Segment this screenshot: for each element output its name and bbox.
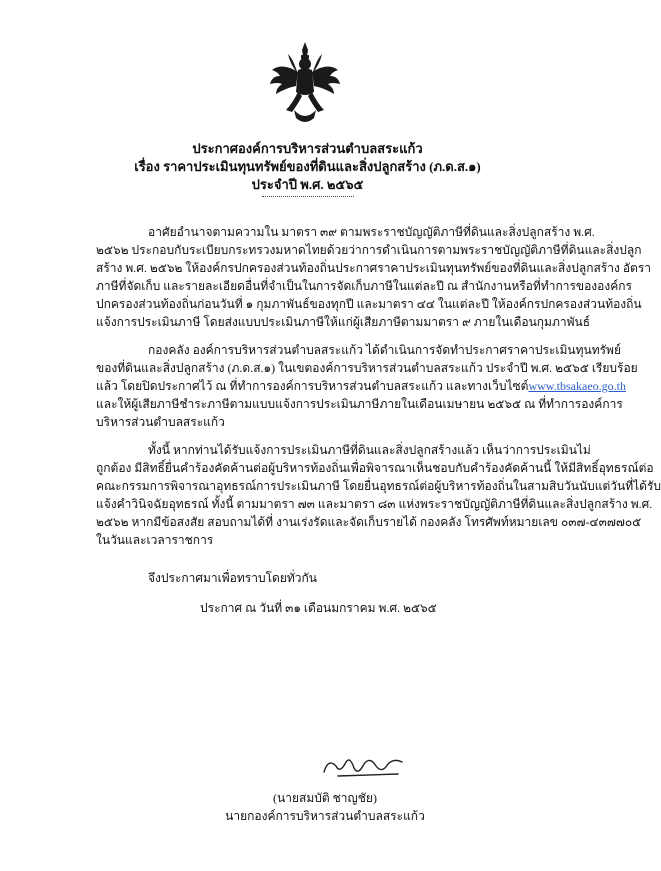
paragraph1-line: สร้าง พ.ศ. ๒๕๖๒ ให้องค์กรปกครองส่วนท้องถิ่นประกาศราคาประเมินทุนทรัพย์ของที่ดินและสิ่งปลูกสร้าง อัตรา bbox=[96, 261, 652, 275]
paragraph2-line: บริหารส่วนตำบลสระแก้ว bbox=[96, 415, 225, 429]
document-subject: เรื่อง ราคาประเมินทุนทรัพย์ของที่ดินและสิ่งปลูกสร้าง (ภ.ด.ส.๑) bbox=[134, 159, 481, 174]
garuda-emblem-icon bbox=[268, 40, 342, 126]
paragraph3-line: แจ้งคำวินิจฉัยอุทธรณ์ ทั้งนี้ ตามมาตรา ๗๓ และมาตรา ๘๓ แห่งพระราชบัญญัติภาษีที่ดินและสิ่งปลูกสร้าง พ.ศ. bbox=[96, 497, 653, 511]
paragraph1-line: อาศัยอำนาจตามความใน มาตรา ๓๙ ตามพระราชบัญญัติภาษีที่ดินและสิ่งปลูกสร้าง พ.ศ. bbox=[148, 225, 595, 239]
document-year: ประจำปี พ.ศ. ๒๕๖๕ bbox=[251, 177, 364, 192]
signature-mark bbox=[318, 752, 418, 782]
website-link[interactable]: www.tbsakaeo.go.th bbox=[528, 379, 626, 393]
paragraph1-line: แจ้งการประเมินภาษี โดยส่งแบบประเมินภาษีให้แก่ผู้เสียภาษีตามมาตรา ๙ ภายในเดือนกุมภาพันธ์ bbox=[96, 315, 591, 329]
paragraph2-line: กองคลัง องค์การบริหารส่วนตำบลสระแก้ว ได้ดำเนินการจัดทำประกาศราคาประเมินทุนทรัพย์ bbox=[148, 343, 621, 357]
signatory-position: นายกองค์การบริหารส่วนตำบลสระแก้ว bbox=[225, 809, 425, 823]
announcement-text: จึงประกาศมาเพื่อทราบโดยทั่วกัน bbox=[148, 571, 317, 585]
signatory-name: (นายสมบัติ ชาญชัย) bbox=[273, 791, 377, 805]
paragraph3-line: ๒๕๖๒ หากมีข้อสงสัย สอบถามได้ที่ งานเร่งรัดและจัดเก็บรายได้ กองคลัง โทรศัพท์หมายเลข ๐๓๗-๔๓๗๗๐๕ bbox=[96, 515, 642, 529]
document-title: ประกาศองค์การบริหารส่วนตำบลสระแก้ว bbox=[192, 141, 423, 156]
title-separator bbox=[262, 196, 354, 197]
paragraph1-line: ภาษีที่จัดเก็บ และรายละเอียดอื่นที่จำเป็นในการจัดเก็บภาษีในแต่ละปี ณ สำนักงานหรือที่ทำการขององค์กร bbox=[96, 279, 632, 293]
paragraph1-line: ๒๕๖๒ ประกอบกับระเบียบกระทรวงมหาดไทยด้วยว่าการดำเนินการตามพระราชบัญญัติภาษีที่ดินและสิ่งปลูก bbox=[96, 243, 642, 257]
paragraph1-line: ปกครองส่วนท้องถิ่นก่อนวันที่ ๑ กุมภาพันธ์ของทุกปี และมาตรา ๔๔ ในแต่ละปี ให้องค์กรปกครองส่วนท้องถิ่น bbox=[96, 297, 642, 311]
paragraph2-line: ของที่ดินและสิ่งปลูกสร้าง (ภ.ด.ส.๑) ในเขตองค์การบริหารส่วนตำบลสระแก้ว ประจำปี พ.ศ. ๒๕๖๕ เรียบร้อย bbox=[96, 361, 638, 375]
paragraph2-text: แล้ว โดยปิดประกาศไว้ ณ ที่ทำการองค์การบริหารส่วนตำบลสระแก้ว และทางเว็บไซต์ bbox=[96, 379, 529, 393]
paragraph2-line-with-link bbox=[96, 378, 626, 394]
paragraph3-line: ถูกต้อง มีสิทธิ์ยื่นคำร้องคัดค้านต่อผู้บริหารท้องถิ่นเพื่อพิจารณาเห็นชอบกับคำร้องคัดค้านนี้ ให้มีสิทธิ์อุทธรณ์ต่อ bbox=[96, 461, 654, 475]
announcement-date: ประกาศ ณ วันที่ ๓๑ เดือนมกราคม พ.ศ. ๒๕๖๕ bbox=[200, 601, 437, 615]
paragraph3-line: ในวันและเวลาราชการ bbox=[96, 533, 214, 547]
paragraph2-line: และให้ผู้เสียภาษีชำระภาษีตามแบบแจ้งการประเมินภาษีภายในเดือนเมษายน ๒๕๖๕ ณ ที่ทำการองค์การ bbox=[96, 397, 623, 411]
paragraph3-line: ทั้งนี้ หากท่านได้รับแจ้งการประเมินภาษีที่ดินและสิ่งปลูกสร้างแล้ว เห็นว่าการประเมินไม่ bbox=[148, 443, 591, 457]
paragraph3-line: คณะกรรมการพิจารณาอุทธรณ์การประเมินภาษี โดยยื่นอุทธรณ์ต่อผู้บริหารท้องถิ่นในสามสิบวันนับแต่วันที่ได้รับ bbox=[96, 479, 661, 493]
